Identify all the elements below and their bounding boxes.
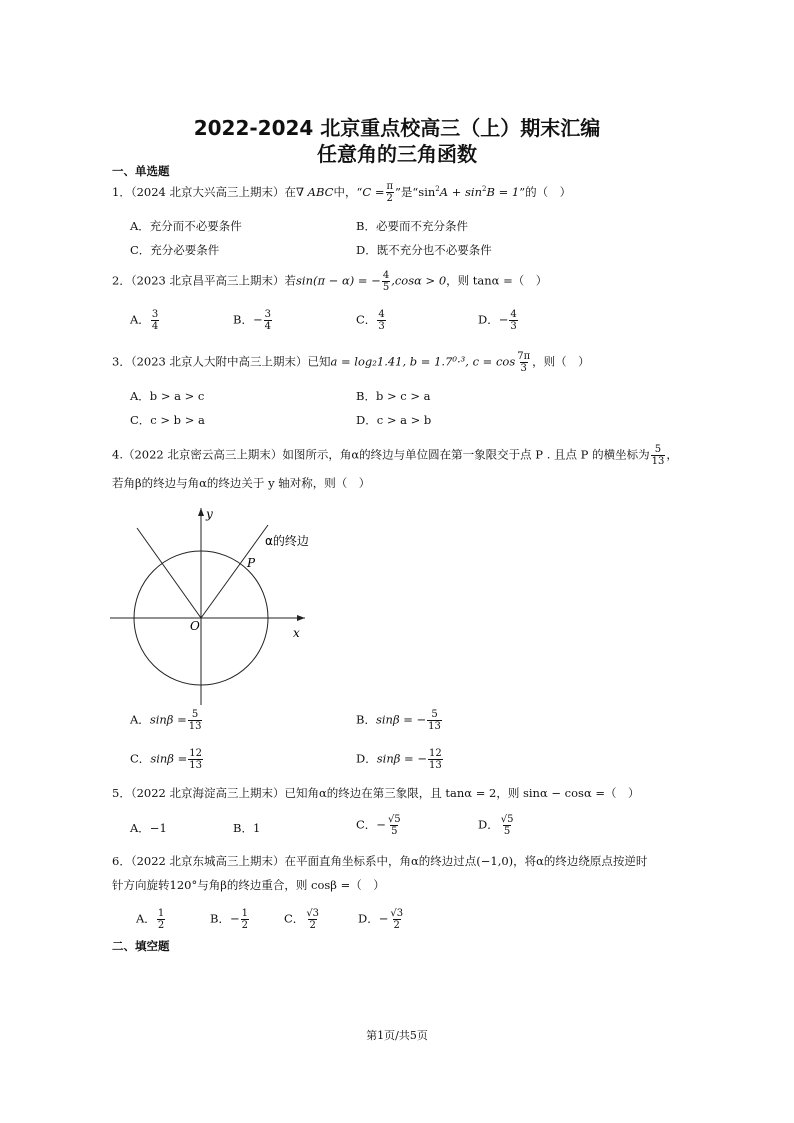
question-4-line2: 若角β的终边与角α的终边关于 y 轴对称，则（ ） [112,476,371,490]
question-6-line1: 6．（2022 北京东城高三上期末）在平面直角坐标系中，角α的终边过点(−1,0)，将α的终边绕原点按逆时 [112,854,648,868]
question-2: 2．（2023 北京昌平高三上期末）若sin(π − α) = − $\frac{4}{5}$ ,cosα > 0，则 tanα =（ ） [112,270,548,293]
y-axis-arrow-icon [198,508,204,516]
q3-option-a[interactable]: A．b > a > c [130,389,205,403]
q1-option-b[interactable]: B．必要而不充分条件 [356,219,468,233]
question-6-line2: 针方向旋转120°与角β的终边重合，则 cosβ =（ ） [112,878,385,892]
q4-option-d[interactable]: D．sinβ = − $\frac{12}{13}$ [356,748,442,771]
q6-option-c[interactable]: C． $\frac{√3}{2}$ [284,908,320,931]
q6-option-b[interactable]: B．− $\frac{1}{2}$ [210,908,248,931]
q5-option-c[interactable]: C．− $\frac{√5}{5}$ [356,814,401,837]
alpha-terminal-side [201,525,268,618]
question-5: 5．（2022 北京海淀高三上期末）已知角α的终边在第三象限，且 tanα = 2，则 sinα − cosα =（ ） [112,786,640,800]
q6-option-d[interactable]: D．− $\frac{√3}{2}$ [358,908,404,931]
y-axis-label: y [206,507,213,521]
question-4-line1: 4.（2022 北京密云高三上期末）如图所示，角α的终边与单位圆在第一象限交于点 P . 且点 P 的横坐标为 $\frac{5}{13}$ ， [112,444,678,467]
q1-option-d[interactable]: D．既不充分也不必要条件 [356,243,492,257]
q5-option-d[interactable]: D． $\frac{√5}{5}$ [478,814,514,837]
page-subtitle: 任意角的三角函数 [317,142,477,166]
q2-option-d[interactable]: D．− $\frac{4}{3}$ [478,309,517,332]
q6-option-a[interactable]: A． $\frac{1}{2}$ [136,908,165,931]
q1-option-c[interactable]: C．充分必要条件 [130,243,220,257]
q2-option-a[interactable]: A． $\frac{3}{4}$ [130,309,159,332]
q3-option-c[interactable]: C．c > b > a [130,413,205,427]
q3-option-b[interactable]: B．b > c > a [356,389,431,403]
q5-option-b[interactable]: B．1 [233,821,261,835]
beta-terminal-side [137,528,201,618]
section-heading-single-choice: 一、单选题 [112,164,170,178]
question-1: 1．（2024 北京大兴高三上期末）在∇ ABC中，“C = $\frac{\pi}{2}$ ”是“$\sin^2A + \sin^2B = 1$”的（ ） [112,181,572,205]
alpha-side-label: α的终边 [265,534,309,548]
q1-option-a[interactable]: A．充分而不必要条件 [130,219,242,233]
q4-option-a[interactable]: A．sinβ = $\frac{5}{13}$ [130,709,202,732]
point-p-label: P [247,556,256,570]
question-3: 3．（2023 北京人大附中高三上期末）已知a = log₂1.41, b = 1.7⁰·³, c = cos $\frac{7\pi}{3}$ ，则（ ） [112,351,590,374]
unit-circle-figure [105,500,345,710]
q2-option-c[interactable]: C． $\frac{4}{3}$ [356,309,385,332]
q4-option-b[interactable]: B．sinβ = − $\frac{5}{13}$ [356,709,441,732]
x-axis-label: x [293,626,300,640]
q5-option-a[interactable]: A．−1 [130,821,167,835]
page-footer: 第1页/共5页 [366,1029,428,1042]
q3-option-d[interactable]: D．c > a > b [356,413,432,427]
origin-label: O [190,619,200,633]
section-heading-fill-blank: 二、填空题 [112,939,170,953]
q2-option-b[interactable]: B．− $\frac{3}{4}$ [233,309,271,332]
page-title: 2022-2024 北京重点校高三（上）期末汇编 [193,116,601,140]
q4-option-c[interactable]: C．sinβ = $\frac{12}{13}$ [130,748,202,771]
x-axis-arrow-icon [297,615,305,621]
